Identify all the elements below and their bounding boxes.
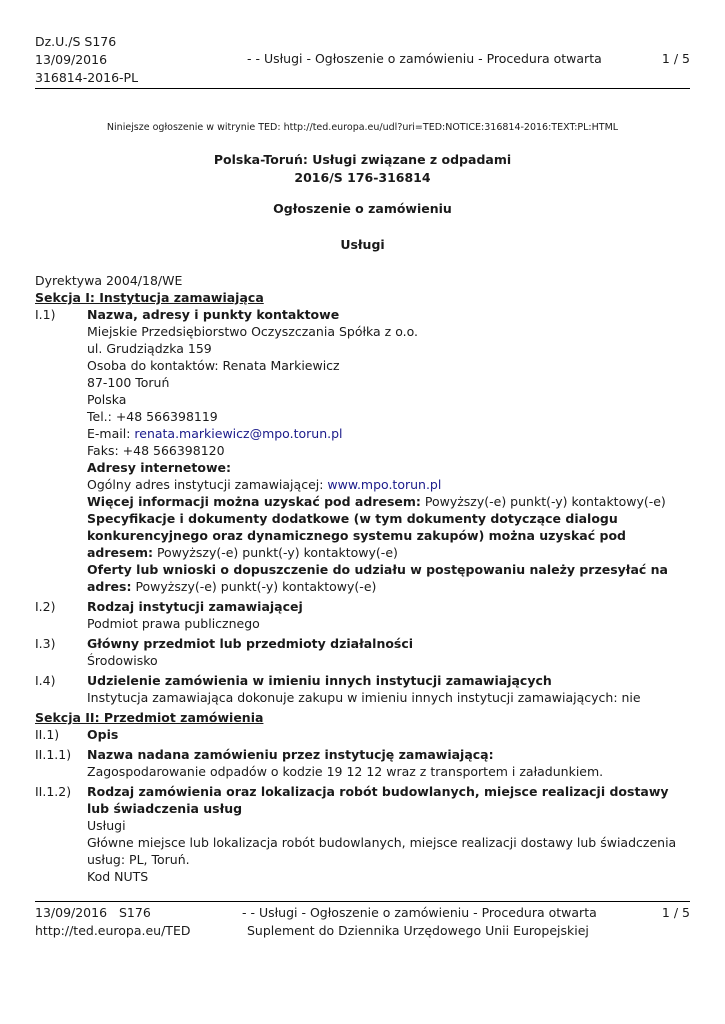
item-ii1: II.1) Opis bbox=[35, 726, 695, 743]
org-city: 87-100 Toruń bbox=[87, 375, 170, 390]
nuts-code: Kod NUTS bbox=[87, 869, 149, 884]
item-value: Środowisko bbox=[87, 653, 158, 668]
ted-notice-link[interactable]: Niniejsze ogłoszenie w witrynie TED: http://ted.europa.eu/udl?uri=TED:NOTICE:316814-2016:TEXT:PL:HTML bbox=[106, 122, 619, 133]
item-ii12: II.1.2) Rodzaj zamówienia oraz lokalizacja robót budowlanych, miejsce realizacji dostawy lub świadczenia usług Usługi Główne miejsce lub lokalizacja robót budowlanych, miejsce realizacji dostawy lub świadczenia usług: PL, Toruń. Kod NUTS bbox=[35, 783, 695, 885]
item-value: Podmiot prawa publicznego bbox=[87, 616, 260, 631]
more-info: Więcej informacji można uzyskać pod adresem: Powyższy(-e) punkt(-y) kontaktowy(-e) bbox=[87, 494, 666, 509]
item-i3: I.3) Główny przedmiot lub przedmioty działalności Środowisko bbox=[35, 635, 695, 669]
item-i2: I.2) Rodzaj instytucji zamawiającej Podmiot prawa publicznego bbox=[35, 598, 695, 632]
general-address: Ogólny adres instytucji zamawiającej: www.mpo.torun.pl bbox=[87, 477, 442, 492]
item-title: Nazwa nadana zamówieniu przez instytucję zamawiającą: bbox=[87, 747, 494, 762]
page-footer bbox=[35, 901, 690, 942]
header-reference bbox=[35, 33, 138, 87]
section-1-heading: Sekcja I: Instytucja zamawiająca bbox=[35, 290, 264, 305]
header-line3: 316814-2016-PL bbox=[35, 70, 139, 85]
item-number: I.1) bbox=[35, 307, 56, 322]
footer-url[interactable]: http://ted.europa.eu/TED bbox=[35, 923, 191, 938]
item-title: Opis bbox=[87, 727, 119, 742]
org-fax: Faks: +48 566398120 bbox=[87, 443, 225, 458]
contact-person: Osoba do kontaktów: Renata Markiewicz bbox=[87, 358, 340, 373]
section-2-heading: Sekcja II: Przedmiot zamówienia bbox=[35, 710, 264, 725]
header-title: - - Usługi - Ogłoszenie o zamówieniu - Procedura otwarta bbox=[247, 51, 602, 66]
item-value: Instytucja zamawiająca dokonuje zakupu w imieniu innych instytucji zamawiających: nie bbox=[87, 690, 641, 705]
doc-type: Ogłoszenie o zamówieniu bbox=[273, 201, 452, 216]
org-phone: Tel.: +48 566398119 bbox=[87, 409, 218, 424]
item-title: Rodzaj instytucji zamawiającej bbox=[87, 599, 303, 614]
footer-date: 13/09/2016 bbox=[35, 905, 108, 920]
header-line2: 13/09/2016 bbox=[35, 52, 108, 67]
contract-type: Usługi bbox=[87, 818, 126, 833]
document-body bbox=[35, 272, 695, 888]
footer-page-number: 1 / 5 bbox=[661, 905, 690, 920]
internet-addresses-heading: Adresy internetowe: bbox=[87, 460, 231, 475]
doc-title: Polska-Toruń: Usługi związane z odpadami bbox=[213, 152, 512, 167]
offers-address: Oferty lub wnioski o dopuszczenie do udziału w postępowaniu należy przesyłać na adres: Powyższy(-e) punkt(-y) kontaktowy(-e) bbox=[87, 562, 668, 594]
website-link[interactable]: www.mpo.torun.pl bbox=[327, 477, 442, 492]
item-value: Zagospodarowanie odpadów o kodzie 19 12 12 wraz z transportem i załadunkiem. bbox=[87, 764, 604, 779]
directive: Dyrektywa 2004/18/WE bbox=[35, 273, 183, 288]
org-name: Miejskie Przedsiębiorstwo Oczyszczania Spółka z o.o. bbox=[87, 324, 419, 339]
contract-location: Główne miejsce lub lokalizacja robót budowlanych, miejsce realizacji dostawy lub świadczenia usług: PL, Toruń. bbox=[87, 835, 677, 867]
header-page-number: 1 / 5 bbox=[661, 51, 690, 66]
doc-number: 2016/S 176-316814 bbox=[294, 170, 431, 185]
item-title: Udzielenie zamówienia w imieniu innych instytucji zamawiających bbox=[87, 673, 552, 688]
item-title: Nazwa, adresy i punkty kontaktowe bbox=[87, 307, 340, 322]
footer-issue: S176 bbox=[119, 905, 151, 920]
item-title: Główny przedmiot lub przedmioty działalności bbox=[87, 636, 414, 651]
header-line1: Dz.U./S S176 bbox=[35, 34, 117, 49]
page-header bbox=[35, 33, 690, 89]
spec-docs: Specyfikacje i dokumenty dodatkowe (w tym dokumenty dotyczące dialogu konkurencyjnego oraz dynamicznego systemu zakupów) można uzyskać pod adresem: Powyższy(-e) punkt(-y) kontaktowy(-e) bbox=[87, 511, 626, 560]
doc-category: Usługi bbox=[340, 237, 385, 252]
item-i4: I.4) Udzielenie zamówienia w imieniu innych instytucji zamawiających Instytucja zamawiająca dokonuje zakupu w imieniu innych instytucji zamawiających: nie bbox=[35, 672, 695, 706]
org-email: E-mail: renata.markiewicz@mpo.torun.pl bbox=[87, 426, 343, 441]
footer-title: - - Usługi - Ogłoszenie o zamówieniu - Procedura otwarta bbox=[242, 905, 597, 920]
org-country: Polska bbox=[87, 392, 127, 407]
item-title: Rodzaj zamówienia oraz lokalizacja robót budowlanych, miejsce realizacji dostawy lub świadczenia usług bbox=[87, 784, 669, 816]
email-link[interactable]: renata.markiewicz@mpo.torun.pl bbox=[134, 426, 343, 441]
footer-supplement: Suplement do Dziennika Urzędowego Unii Europejskiej bbox=[247, 923, 589, 938]
item-ii11: II.1.1) Nazwa nadana zamówieniu przez instytucję zamawiającą: Zagospodarowanie odpadów o kodzie 19 12 12 wraz z transportem i załadunkiem. bbox=[35, 746, 695, 780]
org-street: ul. Grudziądzka 159 bbox=[87, 341, 212, 356]
item-i1 bbox=[35, 306, 695, 595]
